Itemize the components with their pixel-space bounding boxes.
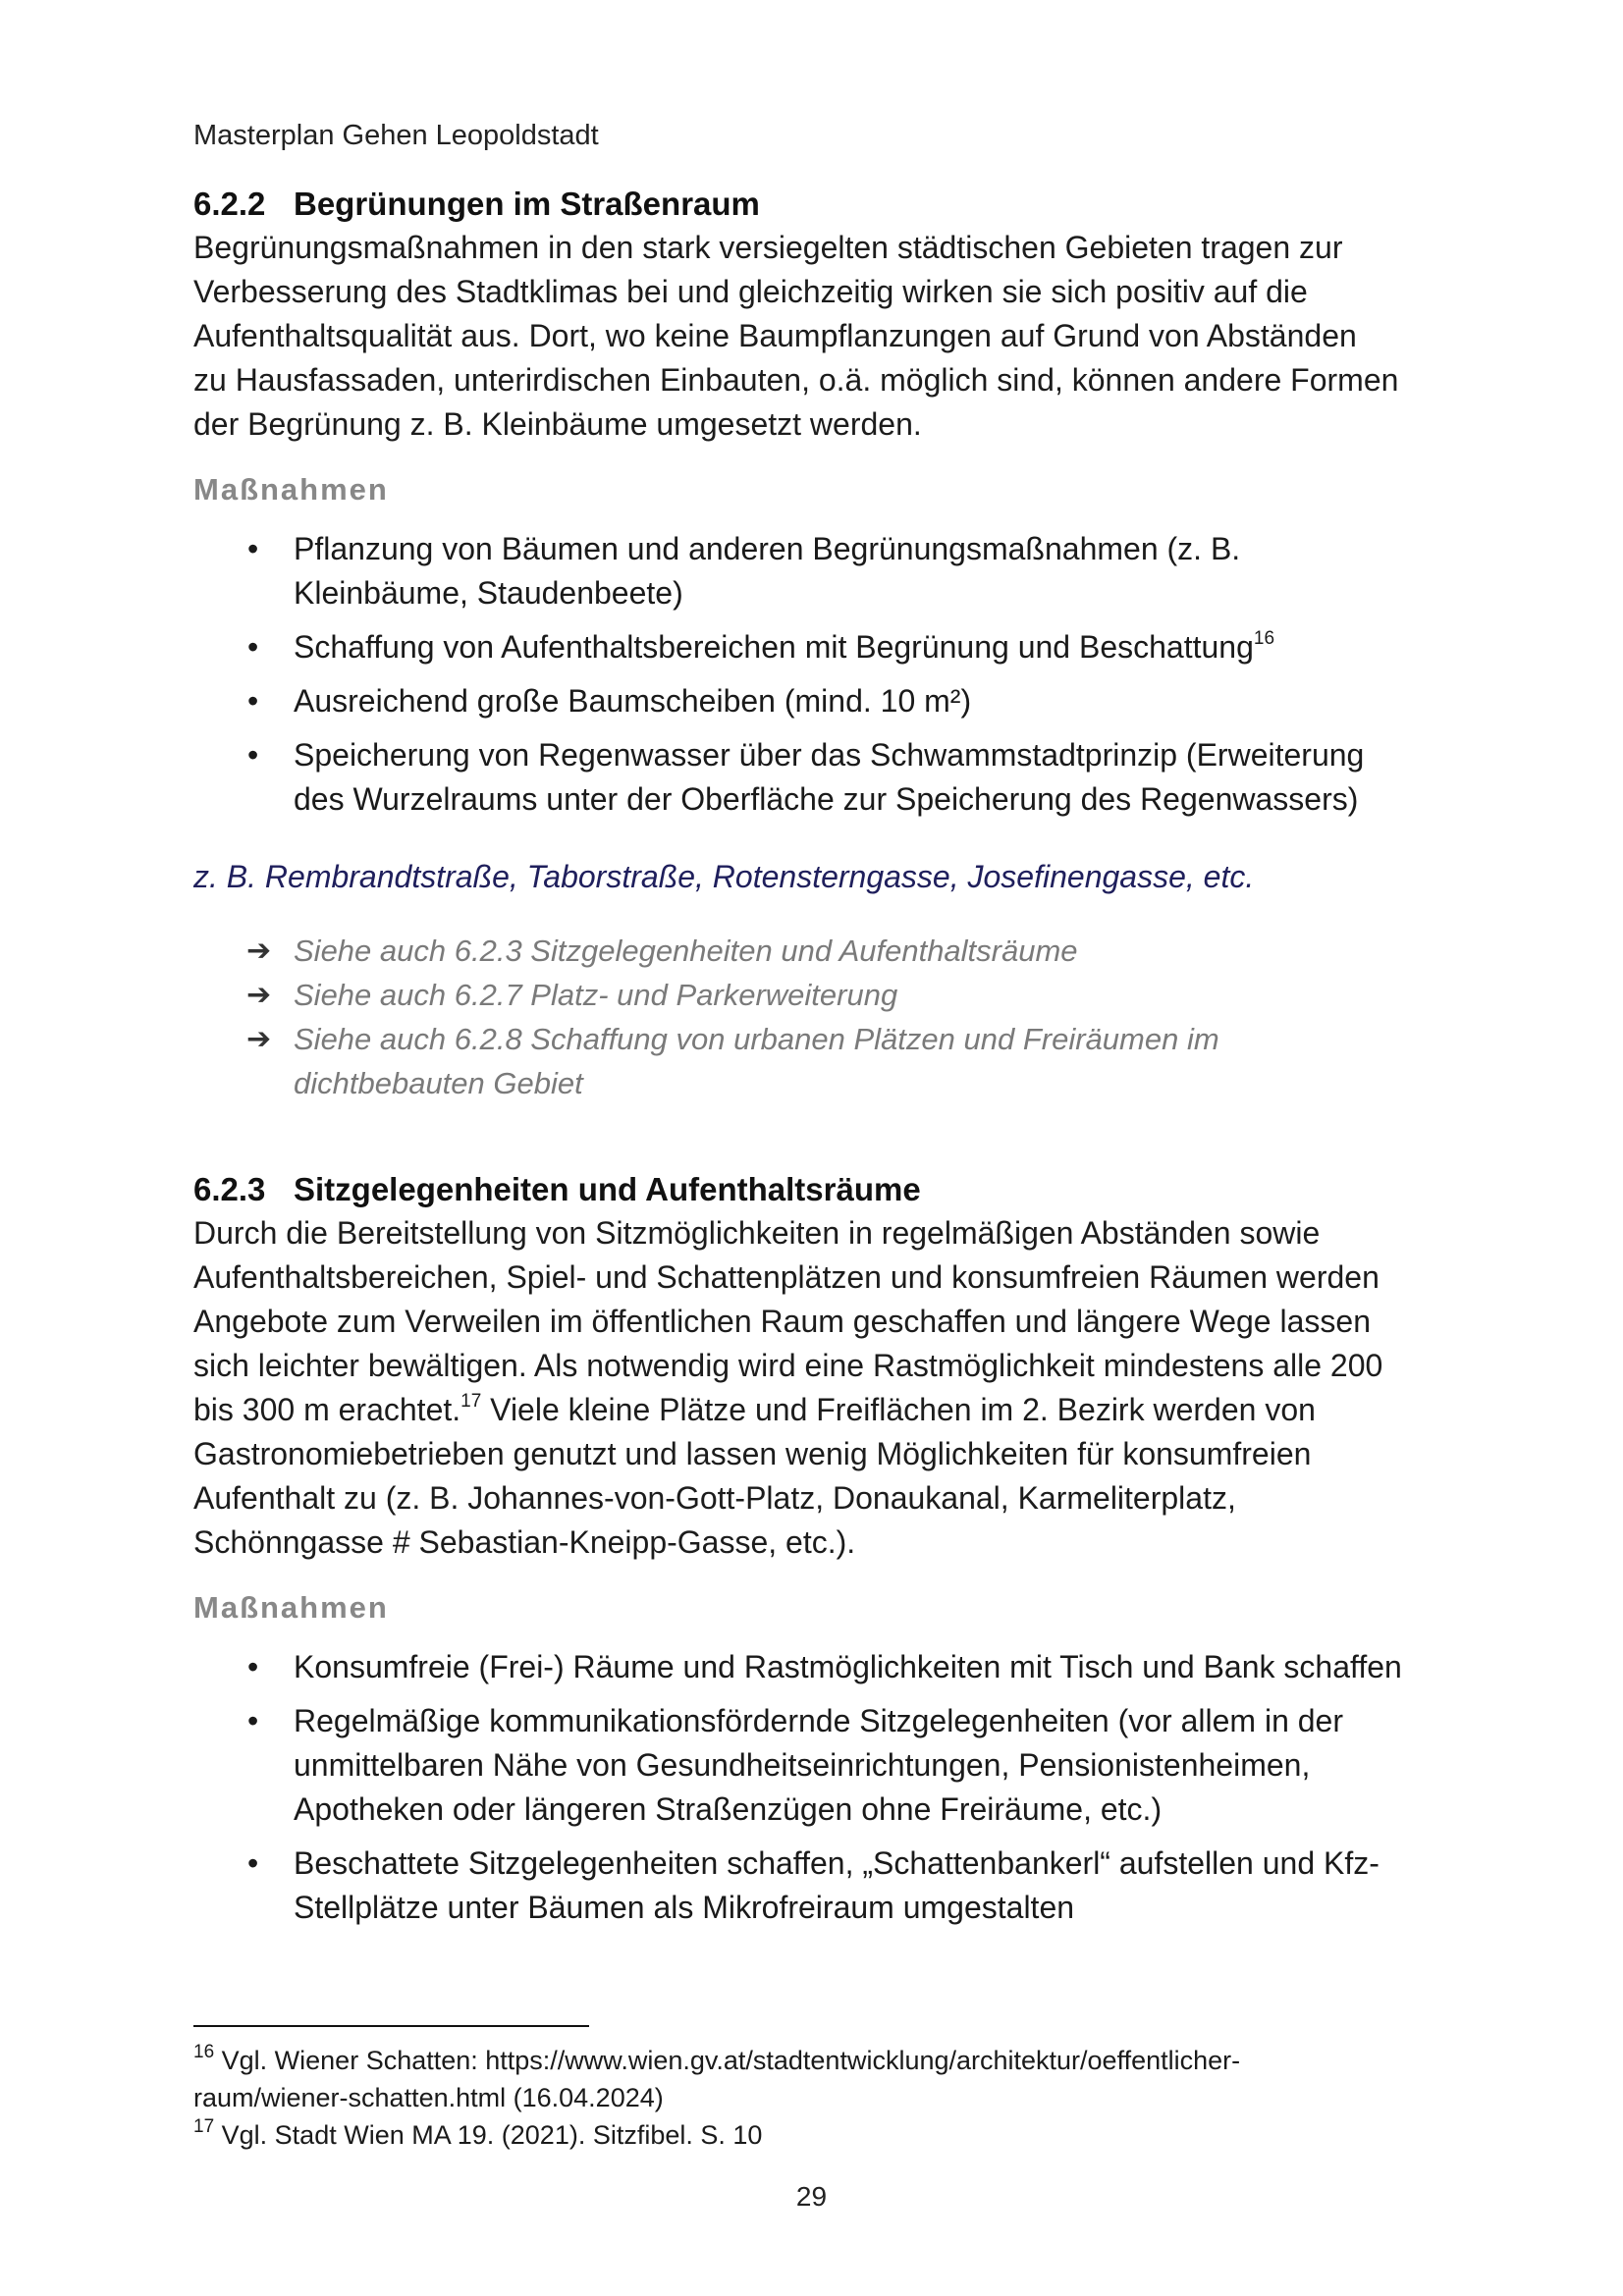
section-title: Sitzgelegenheiten und Aufenthaltsräume (294, 1171, 921, 1207)
paragraph-line: sich leichter bewältigen. Als notwendig wird eine Rastmöglichkeit mindestens alle 200 (193, 1348, 1383, 1383)
bullet-icon: • (247, 1703, 259, 1738)
see-also-item (193, 1017, 1440, 1105)
paragraph-line: Begrünungsmaßnahmen in den stark versiegelten städtischen Gebieten tragen zur (193, 230, 1343, 265)
section-number: 6.2.3 (193, 1171, 266, 1207)
bullet-icon: • (247, 531, 259, 566)
bullet-icon: • (247, 1845, 259, 1881)
paragraph-line: Angebote zum Verweilen im öffentlichen Raum geschaffen und längere Wege lassen (193, 1304, 1371, 1339)
list-item-line: Pflanzung von Bäumen und anderen Begrünungsmaßnahmen (z. B. (294, 531, 1241, 566)
section-number: 6.2.2 (193, 186, 266, 222)
list-item-line: Schaffung von Aufenthaltsbereichen mit Begrünung und Beschattung (294, 629, 1254, 665)
list-item (193, 1842, 1440, 1930)
list-item (193, 1645, 1440, 1689)
footnote (193, 2042, 1440, 2116)
footnotes (193, 2042, 1440, 2154)
paragraph-line: zu Hausfassaden, unterirdischen Einbauten, o.ä. möglich sind, können andere Formen (193, 362, 1399, 398)
paragraph-line: Schönngasse # Sebastian-Kneipp-Gasse, etc.). (193, 1524, 856, 1560)
footnote-text: raum/wiener-schatten.html (16.04.2024) (193, 2083, 664, 2112)
list-item-line: Kleinbäume, Staudenbeete) (294, 575, 683, 611)
section-heading-6-2-3 (193, 1168, 1440, 1211)
paragraph-line: bis 300 m erachtet. (193, 1392, 461, 1427)
paragraph-line: Aufenthaltsbereichen, Spiel- und Schattenplätzen und konsumfreien Räumen werden (193, 1259, 1380, 1295)
document-page (193, 116, 1440, 1940)
paragraph-line: Viele kleine Plätze und Freiflächen im 2. Bezirk werden von (481, 1392, 1316, 1427)
section-heading-6-2-2 (193, 183, 1440, 226)
see-also-text: Siehe auch 6.2.3 Sitzgelegenheiten und Aufenthaltsräume (294, 934, 1078, 968)
list-item-line: Stellplätze unter Bäumen als Mikrofreiraum umgestalten (294, 1890, 1075, 1925)
footnote-ref: 17 (460, 1391, 482, 1413)
list-item (193, 1699, 1440, 1832)
bullet-icon: • (247, 629, 259, 665)
example-streets: z. B. Rembrandtstraße, Taborstraße, Rotensterngasse, Josefinengasse, etc. (193, 859, 1255, 894)
paragraph-line: der Begrünung z. B. Kleinbäume umgesetzt werden. (193, 406, 922, 442)
see-also-text: dichtbebauten Gebiet (294, 1066, 583, 1100)
list-item-line: Apotheken oder längeren Straßenzügen ohne Freiräume, etc.) (294, 1791, 1163, 1827)
paragraph-line: Verbesserung des Stadtklimas bei und gleichzeitig wirken sie sich positiv auf die (193, 274, 1308, 309)
paragraph-line: Aufenthaltsqualität aus. Dort, wo keine Baumpflanzungen auf Grund von Abständen (193, 318, 1357, 353)
see-also-text: Siehe auch 6.2.7 Platz- und Parkerweiterung (294, 978, 898, 1012)
footnote-text: Vgl. Stadt Wien MA 19. (2021). Sitzfibel. S. 10 (214, 2120, 763, 2150)
list-item (193, 625, 1440, 669)
paragraph-line: Aufenthalt zu (z. B. Johannes-von-Gott-Platz, Donaukanal, Karmeliterplatz, (193, 1480, 1236, 1516)
see-also-text: Siehe auch 6.2.8 Schaffung von urbanen Plätzen und Freiräumen im (294, 1022, 1219, 1056)
footnote-text: Vgl. Wiener Schatten: https://www.wien.gv.at/stadtentwicklung/architektur/oeffentlicher- (214, 2046, 1241, 2075)
list-item-line: Speicherung von Regenwasser über das Schwammstadtprinzip (Erweiterung (294, 737, 1365, 773)
list-item-line: unmittelbaren Nähe von Gesundheitseinrichtungen, Pensionistenheimen, (294, 1747, 1311, 1783)
measures-heading: Maßnahmen (193, 472, 389, 507)
see-also-item (193, 973, 1440, 1017)
footnote (193, 2116, 1440, 2154)
bullet-icon: • (247, 1649, 259, 1684)
list-item-line: Regelmäßige kommunikationsfördernde Sitzgelegenheiten (vor allem in der (294, 1703, 1343, 1738)
running-header: Masterplan Gehen Leopoldstadt (193, 120, 599, 151)
measures-list (193, 1645, 1440, 1930)
list-item-line: des Wurzelraums unter der Oberfläche zur Speicherung des Regenwassers) (294, 781, 1359, 817)
arrow-right-icon: ➔ (246, 979, 272, 1011)
see-also-list (193, 929, 1440, 1105)
list-item-line: Beschattete Sitzgelegenheiten schaffen, „Schattenbankerl“ aufstellen und Kfz- (294, 1845, 1380, 1881)
footnote-ref: 16 (1253, 628, 1275, 650)
list-item (193, 679, 1440, 723)
bullet-icon: • (247, 683, 259, 719)
list-item-line: Konsumfreie (Frei-) Räume und Rastmöglichkeiten mit Tisch und Bank schaffen (294, 1649, 1402, 1684)
list-item-line: Ausreichend große Baumscheiben (mind. 10 m²) (294, 683, 972, 719)
measures-list (193, 527, 1440, 822)
list-item (193, 527, 1440, 615)
paragraph-line: Durch die Bereitstellung von Sitzmöglichkeiten in regelmäßigen Abständen sowie (193, 1215, 1321, 1251)
section-paragraph (193, 226, 1440, 447)
section-title: Begrünungen im Straßenraum (294, 186, 760, 222)
bullet-icon: • (247, 737, 259, 773)
paragraph-line: Gastronomiebetrieben genutzt und lassen wenig Möglichkeiten für konsumfreien (193, 1436, 1312, 1471)
footnote-number: 17 (193, 2116, 215, 2137)
arrow-right-icon: ➔ (246, 1023, 272, 1055)
footnote-divider (193, 2025, 589, 2027)
arrow-right-icon: ➔ (246, 934, 272, 967)
footnote-number: 16 (193, 2042, 215, 2062)
list-item (193, 733, 1440, 822)
section-paragraph (193, 1211, 1440, 1565)
measures-heading: Maßnahmen (193, 1590, 389, 1625)
page-number: 29 (795, 2181, 828, 2212)
see-also-item (193, 929, 1440, 973)
